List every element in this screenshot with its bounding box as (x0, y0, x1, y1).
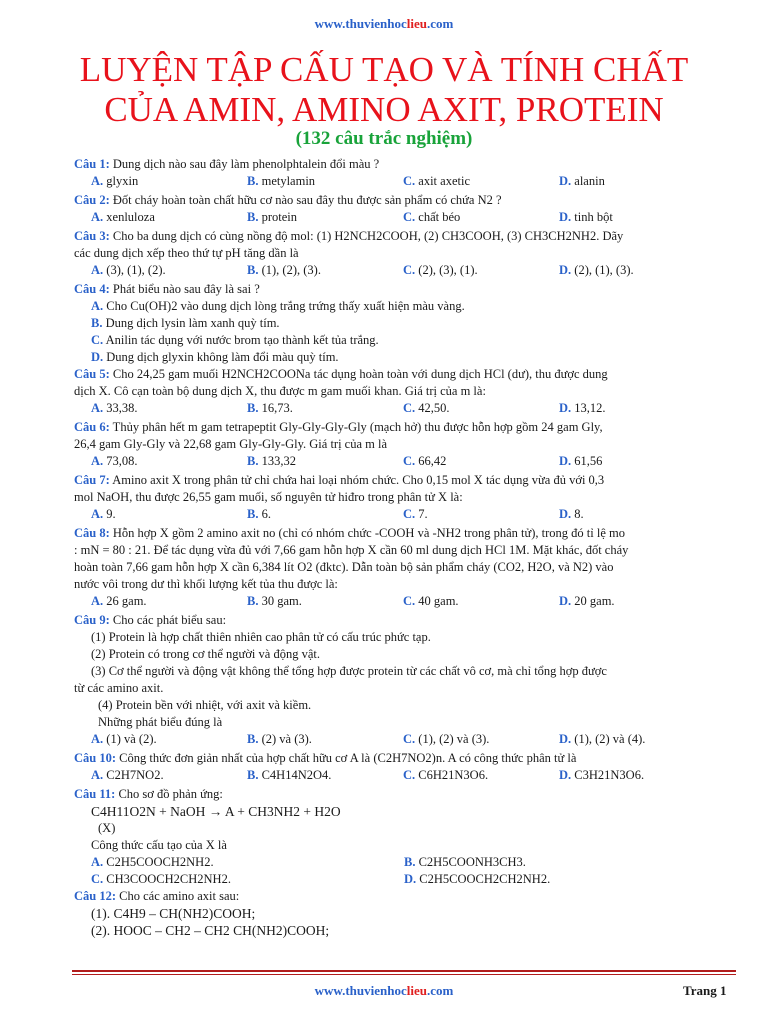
question-block (74, 888, 734, 939)
answer-option[interactable]: D. 61,56 (559, 454, 603, 468)
question-block (74, 419, 734, 470)
option-letter: D. (404, 872, 417, 886)
statement: (4) Protein bền với nhiệt, với axit và kiềm. (98, 698, 312, 712)
answer-option[interactable]: D. (1), (2) và (4). (559, 732, 646, 746)
answer-option[interactable]: C. axit axetic (403, 174, 470, 188)
site-url-part: www.thuvienhoc (314, 983, 407, 998)
option-letter: D. (559, 210, 572, 224)
answer-option[interactable]: D. (2), (1), (3). (559, 263, 634, 277)
answer-option[interactable]: B. 133,32 (247, 454, 296, 468)
option-letter: C. (403, 174, 416, 188)
question-text: Câu 7: Amino axit X trong phân tử chỉ chứa hai loại nhóm chức. Cho 0,15 mol X tác dụng vừa đủ với 0,3 (74, 473, 605, 487)
site-url-part: lieu (406, 983, 427, 998)
options-row (74, 871, 734, 888)
footer-divider (72, 974, 736, 975)
option-letter: D. (559, 732, 572, 746)
answer-option[interactable]: D. alanin (559, 174, 605, 188)
statement: (2) Protein có trong cơ thể người và động vật. (91, 647, 320, 661)
options-row (74, 506, 734, 523)
question-block (74, 281, 734, 366)
question-number: Câu 11: (74, 787, 116, 801)
question-block (74, 612, 734, 748)
answer-option[interactable]: D. 8. (559, 507, 584, 521)
answer-option[interactable]: D. tinh bột (559, 210, 613, 224)
answer-option[interactable]: A. 9. (91, 507, 116, 521)
site-url-header[interactable] (0, 16, 768, 32)
question-text: hoàn toàn 7,66 gam hỗn hợp X cần 6,384 lít O2 (đktc). Dẫn toàn bộ sản phẩm cháy (CO2, H2O, và N2) vào (74, 560, 614, 574)
option-letter: C. (403, 732, 416, 746)
options-row (74, 453, 734, 470)
question-block (74, 750, 734, 784)
answer-option[interactable]: B. Dung dịch lysin làm xanh quỳ tím. (91, 316, 280, 330)
option-letter: D. (559, 454, 572, 468)
footer-divider (72, 970, 736, 972)
option-letter: B. (247, 594, 259, 608)
question-text: Câu 9: Cho các phát biểu sau: (74, 613, 227, 627)
question-number: Câu 2: (74, 193, 110, 207)
options-row (74, 173, 734, 190)
answer-option[interactable]: C. 66,42 (403, 454, 447, 468)
question-text: Câu 2: Đốt cháy hoàn toàn chất hữu cơ nào sau đây thu được sản phẩm có chứa N2 ? (74, 193, 502, 207)
page-number: Trang 1 (683, 983, 727, 998)
answer-option[interactable]: C. (2), (3), (1). (403, 263, 478, 277)
question-text: Câu 4: Phát biểu nào sau đây là sai ? (74, 282, 260, 296)
option-letter: A. (91, 263, 104, 277)
option-letter: C. (403, 263, 416, 277)
answer-option[interactable]: C. 42,50. (403, 401, 450, 415)
question-number: Câu 12: (74, 889, 117, 903)
question-text: Câu 12: Cho các amino axit sau: (74, 889, 240, 903)
answer-option[interactable]: A. (1) và (2). (91, 732, 157, 746)
option-letter: C. (403, 454, 416, 468)
question-text: nước vôi trong dư thì khối lượng kết tủa thu được là: (74, 577, 338, 591)
answer-option[interactable]: A. xenluloza (91, 210, 155, 224)
option-letter: A. (91, 210, 104, 224)
answer-option[interactable]: D. 20 gam. (559, 594, 615, 608)
options-row (74, 593, 734, 610)
question-text: 26,4 gam Gly-Gly và 22,68 gam Gly-Gly-Gly. Giá trị của m là (74, 437, 388, 451)
answer-option[interactable]: B. metylamin (247, 174, 316, 188)
question-number: Câu 4: (74, 282, 110, 296)
question-number: Câu 3: (74, 229, 110, 243)
option-letter: D. (559, 401, 572, 415)
question-text: các dung dịch xếp theo thứ tự pH tăng dần là (74, 246, 299, 260)
answer-option[interactable]: B. (2) và (3). (247, 732, 312, 746)
option-letter: C. (403, 768, 416, 782)
answer-option[interactable]: D. Dung dịch glyxin không làm đổi màu quỳ tím. (91, 350, 339, 364)
answer-option[interactable]: A. C2H5COOCH2NH2. (91, 855, 214, 869)
options-row (74, 854, 734, 871)
option-letter: B. (247, 732, 259, 746)
statement: (3) Cơ thể người và động vật không thể tổng hợp được protein từ các chất vô cơ, mà chỉ tổng hợp được (91, 664, 607, 678)
option-letter: A. (91, 768, 104, 782)
answer-option[interactable]: B. C4H14N2O4. (247, 768, 332, 782)
answer-option[interactable]: D. C3H21N3O6. (559, 768, 645, 782)
question-block (74, 156, 734, 190)
option-letter: A. (91, 594, 104, 608)
option-letter: A. (91, 454, 104, 468)
option-letter: A. (91, 507, 104, 521)
question-text: Câu 11: Cho sơ đồ phản ứng: (74, 787, 223, 801)
option-letter: B. (91, 316, 103, 330)
answer-option[interactable]: A. 33,38. (91, 401, 138, 415)
question-text: Câu 8: Hỗn hợp X gồm 2 amino axit no (chỉ có nhóm chức -COOH và -NH2 trong phân tử), trong đó tỉ lệ mo (74, 526, 625, 540)
question-number: Câu 5: (74, 367, 110, 381)
answer-option[interactable]: D. 13,12. (559, 401, 606, 415)
question-number: Câu 9: (74, 613, 110, 627)
reaction-label: (X) (98, 821, 116, 835)
site-url-part: .com (426, 983, 454, 998)
answer-option[interactable]: A. Cho Cu(OH)2 vào dung dịch lòng trắng trứng thấy xuất hiện màu vàng. (91, 299, 465, 313)
answer-option[interactable]: A. 73,08. (91, 454, 138, 468)
option-letter: B. (247, 507, 259, 521)
option-letter: D. (559, 768, 572, 782)
answer-option[interactable]: B. 30 gam. (247, 594, 302, 608)
option-letter: C. (403, 594, 416, 608)
question-block (74, 525, 734, 610)
question-text: mol NaOH, thu được 26,55 gam muối, số nguyên tử hiđro trong phân tử X là: (74, 490, 463, 504)
answer-option[interactable]: C. Anilin tác dụng với nước brom tạo thành kết tủa trắng. (91, 333, 379, 347)
question-prompt: Công thức cấu tạo của X là (91, 838, 227, 852)
answer-option[interactable]: B. 6. (247, 507, 271, 521)
option-letter: B. (247, 174, 259, 188)
reaction-equation: C4H11O2N + NaOH → A + CH3NH2 + H2O (91, 804, 341, 819)
title-line-2: CỦA AMIN, AMINO AXIT, PROTEIN (104, 90, 664, 129)
question-text: Câu 3: Cho ba dung dịch có cùng nồng độ mol: (1) H2NCH2COOH, (2) CH3COOH, (3) CH3CH2NH2. Dãy (74, 229, 624, 243)
question-number: Câu 1: (74, 157, 110, 171)
question-text: Câu 5: Cho 24,25 gam muối H2NCH2COONa tác dụng hoàn toàn với dung dịch HCl (dư), thu được dung (74, 367, 608, 381)
options-row (74, 767, 734, 784)
answer-option[interactable]: C. 7. (403, 507, 428, 521)
answer-option[interactable]: B. 16,73. (247, 401, 293, 415)
question-text: Câu 6: Thủy phân hết m gam tetrapeptit Gly-Gly-Gly-Gly (mạch hở) thu được hỗn hợp gồm 24 gam Gly, (74, 420, 603, 434)
question-block (74, 786, 734, 888)
page-title (0, 50, 768, 130)
answer-option[interactable]: A. C2H7NO2. (91, 768, 164, 782)
amino-acid-item: (2). HOOC – CH2 – CH2 CH(NH2)COOH; (91, 923, 330, 938)
answer-option[interactable]: A. (3), (1), (2). (91, 263, 166, 277)
option-letter: D. (559, 507, 572, 521)
title-line-1: LUYỆN TẬP CẤU TẠO VÀ TÍNH CHẤT (79, 50, 689, 89)
option-letter: B. (247, 210, 259, 224)
question-text: Câu 10: Công thức đơn giản nhất của hợp chất hữu cơ A là (C2H7NO2)n. A có công thức phân tử là (74, 751, 577, 765)
option-letter: A. (91, 732, 104, 746)
answer-option[interactable]: C. C6H21N3O6. (403, 768, 489, 782)
option-letter: C. (403, 401, 416, 415)
option-letter: D. (91, 350, 104, 364)
amino-acid-item: (1). C4H9 – CH(NH2)COOH; (91, 906, 256, 921)
site-url-part: .com (426, 16, 454, 31)
question-block (74, 228, 734, 279)
answer-option[interactable]: C. CH3COOCH2CH2NH2. (91, 872, 231, 886)
answer-option[interactable]: C. chất béo (403, 210, 461, 224)
options-row (74, 731, 734, 748)
option-letter: B. (247, 768, 259, 782)
answer-option[interactable]: A. glyxin (91, 174, 139, 188)
option-letter: C. (403, 210, 416, 224)
question-list (74, 156, 734, 939)
option-letter: B. (247, 401, 259, 415)
statement-continuation: từ các amino axit. (74, 681, 164, 695)
answer-option[interactable]: A. 26 gam. (91, 594, 147, 608)
site-url-footer[interactable] (0, 983, 768, 999)
option-letter: A. (91, 174, 104, 188)
option-letter: C. (91, 872, 104, 886)
option-letter: C. (91, 333, 104, 347)
option-letter: C. (403, 507, 416, 521)
answer-option[interactable]: D. C2H5COOCH2CH2NH2. (404, 872, 551, 886)
answer-option[interactable]: C. (1), (2) và (3). (403, 732, 490, 746)
options-row (74, 262, 734, 279)
option-letter: A. (91, 401, 104, 415)
question-number: Câu 8: (74, 526, 110, 540)
answer-option[interactable]: C. 40 gam. (403, 594, 459, 608)
question-text: Câu 1: Dung dịch nào sau đây làm phenolphtalein đổi màu ? (74, 157, 380, 171)
options-row (74, 209, 734, 226)
question-prompt: Những phát biểu đúng là (98, 715, 223, 729)
question-text: dịch X. Cô cạn toàn bộ dung dịch X, thu được m gam muối khan. Giá trị của m là: (74, 384, 486, 398)
answer-option[interactable]: B. protein (247, 210, 298, 224)
site-url-part: lieu (406, 16, 427, 31)
statement: (1) Protein là hợp chất thiên nhiên cao phân tử có cấu trúc phức tạp. (91, 630, 431, 644)
option-letter: B. (247, 454, 259, 468)
answer-option[interactable]: B. (1), (2), (3). (247, 263, 321, 277)
option-letter: D. (559, 594, 572, 608)
option-letter: D. (559, 174, 572, 188)
question-number: Câu 10: (74, 751, 117, 765)
question-number: Câu 6: (74, 420, 110, 434)
answer-option[interactable]: B. C2H5COONH3CH3. (404, 855, 526, 869)
site-url-part: www.thuvienhoc (314, 16, 407, 31)
page-subtitle: (132 câu trắc nghiệm) (295, 128, 473, 149)
question-block (74, 472, 734, 523)
question-block (74, 366, 734, 417)
option-letter: A. (91, 299, 104, 313)
question-text: : mN = 80 : 21. Để tác dụng vừa đủ với 7,66 gam hỗn hợp X cần 60 ml dung dịch HCl 1M. Mặt khác, đốt cháy (74, 543, 629, 557)
options-row (74, 400, 734, 417)
question-block (74, 192, 734, 226)
option-letter: A. (91, 855, 104, 869)
option-letter: B. (247, 263, 259, 277)
option-letter: B. (404, 855, 416, 869)
option-letter: D. (559, 263, 572, 277)
question-number: Câu 7: (74, 473, 110, 487)
